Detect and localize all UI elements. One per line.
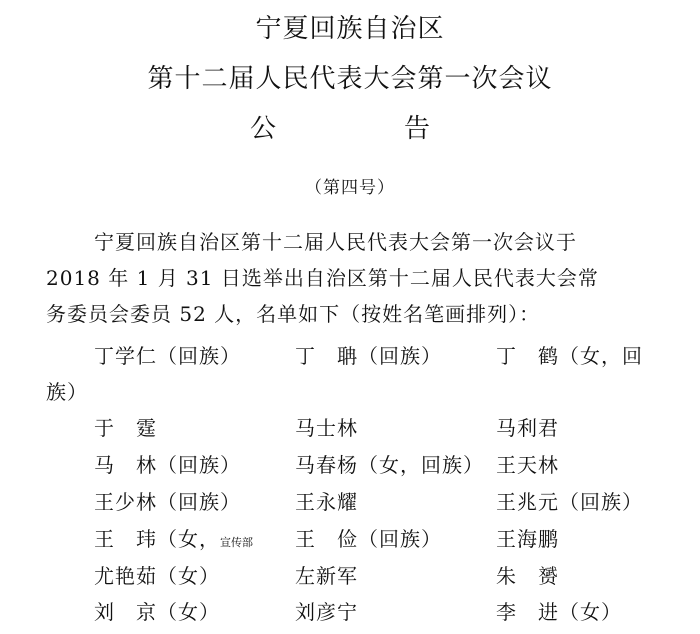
member-name: 王永耀 — [295, 490, 358, 514]
title-announcement-right: 告 — [404, 114, 432, 144]
member-name: 左新军 — [295, 564, 358, 588]
member-name-text: 王 玮（女， — [94, 527, 220, 551]
member-name: 王海鹏 — [496, 527, 559, 551]
member-name: 王天林 — [496, 453, 559, 477]
member-name-continuation: 族） — [46, 380, 88, 404]
member-name: 马 林（回族） — [94, 453, 241, 477]
member-name: 丁 鹤（女，回 — [496, 344, 643, 368]
body-line-1: 宁夏回族自治区第十二届人民代表大会第一次会议于 — [94, 230, 577, 254]
member-name: 丁学仁（回族） — [94, 344, 241, 368]
member-name: 王兆元（回族） — [496, 490, 643, 514]
member-name: 马利君 — [496, 416, 559, 440]
member-name: 丁 聃（回族） — [295, 344, 442, 368]
title-session: 第十二届人民代表大会第一次会议 — [147, 64, 553, 94]
body-line-3: 务委员会委员 52 人，名单如下（按姓名笔画排列）： — [46, 302, 541, 326]
announcement-number: （第四号） — [305, 178, 395, 198]
body-line-2: 2018 年 1 月 31 日选举出自治区第十二届人民代表大会常 — [46, 266, 599, 290]
member-name: 于 霆 — [94, 416, 157, 440]
member-name: 马士林 — [295, 416, 358, 440]
member-name-note: 宣传部 — [220, 536, 253, 549]
member-name: 刘彦宁 — [295, 600, 358, 624]
member-name: 刘 京（女） — [94, 600, 220, 624]
member-name: 李 进（女） — [496, 600, 622, 624]
member-name: 王少林（回族） — [94, 490, 241, 514]
member-name — [94, 523, 253, 552]
member-name: 王 俭（回族） — [295, 527, 442, 551]
member-name: 朱 赟 — [496, 564, 559, 588]
member-name: 尤艳茹（女） — [94, 564, 220, 588]
title-announcement-left: 公 — [250, 114, 278, 144]
title-region: 宁夏回族自治区 — [255, 14, 445, 44]
member-name: 马春杨（女，回族） — [295, 453, 484, 477]
